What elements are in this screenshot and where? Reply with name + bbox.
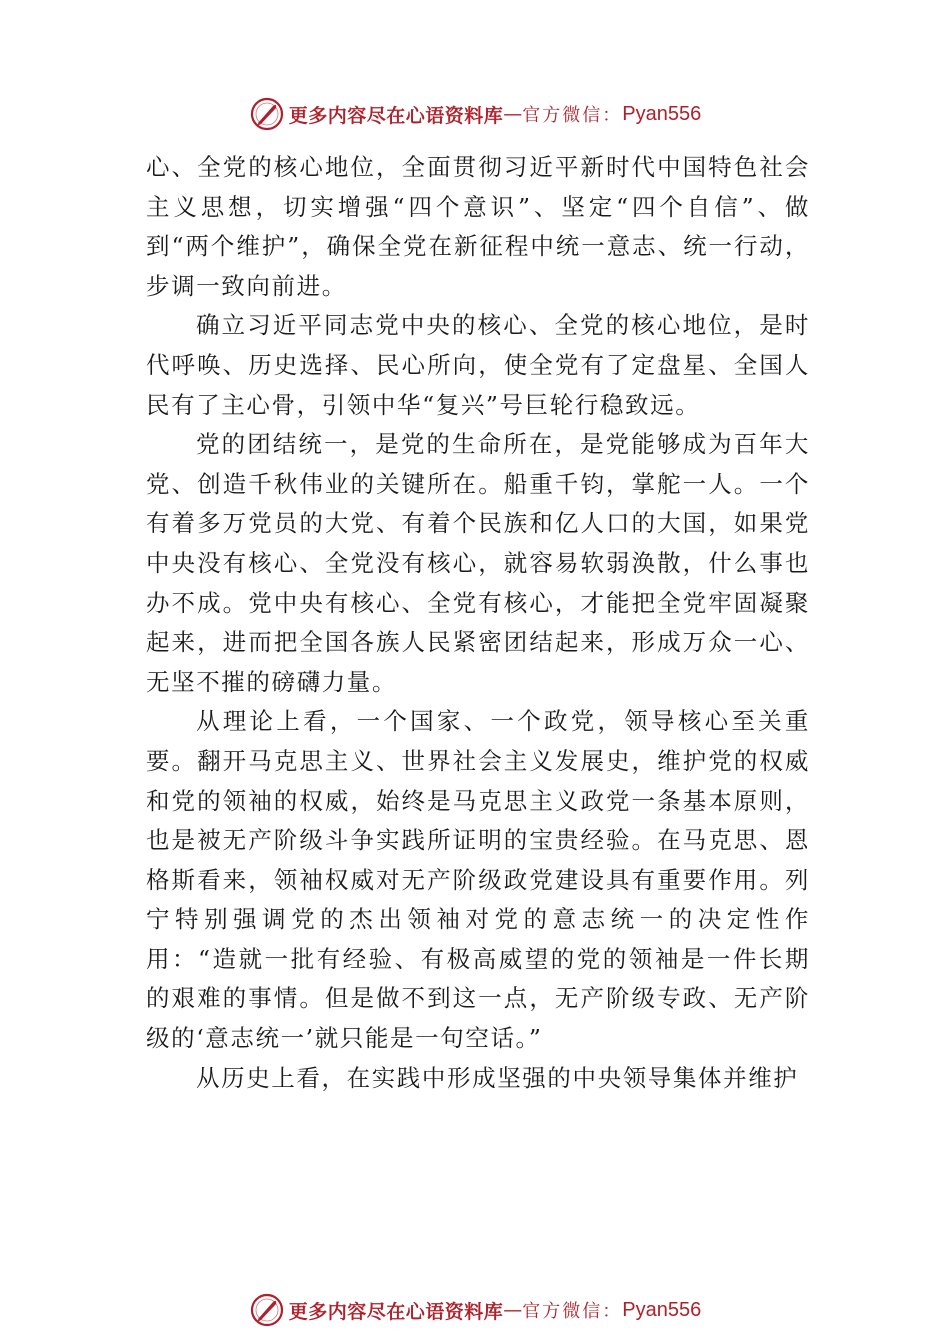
- paragraph-5: 从历史上看，在实践中形成坚强的中央领导集体并维护: [196, 1063, 799, 1092]
- header-wechat-id: Pyan556: [622, 102, 702, 125]
- header-banner: [0, 94, 950, 134]
- footer-dash: —: [503, 1299, 523, 1321]
- footer-brand: 更多内容尽在心语资料库: [288, 1300, 504, 1323]
- header-brand: 更多内容尽在心语资料库: [288, 104, 504, 127]
- paragraph-4: 从理论上看，一个国家、一个政党，领导核心至关重要。翻开马克思主义、世界社会主义发展史，维护党的权威和党的领袖的权威，始终是马克思主义政党一条基本原则，也是被无产阶级斗争实践所证明的宝贵经验。在马克思、恩格斯看来，领袖权威对无产阶级政党建设具有重要作用。列宁特别强调党的杰出领袖对党的意志统一的决定性作用：“造就一批有经验、有极高威望的党的领袖是一件长期的艰难的事情。但是做不到这一点，无产阶级专政、无产阶级的‘意志统一’就只能是一句空话。”: [146, 707, 810, 1053]
- paragraph-1: 心、全党的核心地位，全面贯彻习近平新时代中国特色社会主义思想，切实增强“四个意识”、坚定“四个自信”、做到“两个维护”，确保全党在新征程中统一意志、统一行动，步调一致向前进。: [146, 153, 810, 300]
- header-label: 官方微信：: [522, 105, 623, 126]
- quill-seal-icon: [249, 96, 285, 132]
- paragraph-3: 党的团结统一，是党的生命所在，是党能够成为百年大党、创造千秋伟业的关键所在。船重千钧，掌舵一人。一个有着多万党员的大党、有着个民族和亿人口的大国，如果党中央没有核心、全党没有核心，就容易软弱涣散，什么事也办不成。党中央有核心、全党有核心，才能把全党牢固凝聚起来，进而把全国各族人民紧密团结起来，形成万众一心、 无坚不摧的磅礴力量。: [146, 430, 810, 696]
- quill-seal-icon: [249, 1292, 285, 1328]
- document-body: [146, 148, 810, 1098]
- footer-label: 官方微信：: [522, 1301, 623, 1322]
- header-dash: —: [503, 103, 523, 125]
- paragraph-2: 确立习近平同志党中央的核心、全党的核心地位，是时代呼唤、历史选择、民心所向，使全党有了定盘星、全国人民有了主心骨，引领中华“复兴”号巨轮行稳致远。: [146, 311, 810, 419]
- footer-wechat-id: Pyan556: [622, 1298, 702, 1321]
- footer-banner: [0, 1290, 950, 1330]
